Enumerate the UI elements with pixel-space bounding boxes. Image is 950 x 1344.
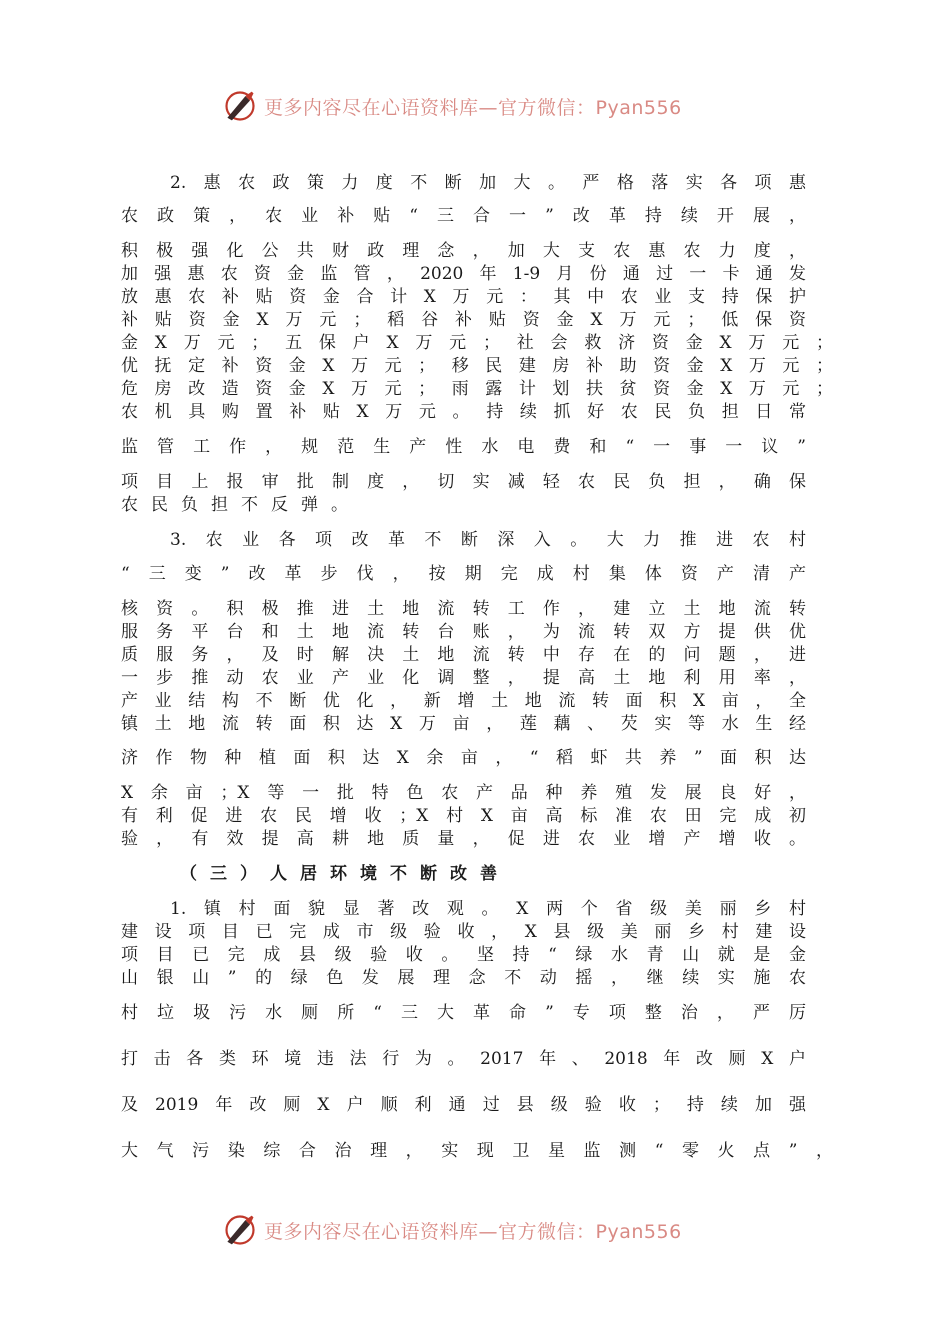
paragraph-line: 1.镇村面貌显著改观。X两个省级美丽乡村 — [170, 899, 806, 919]
paragraph-line: 补贴资金X万元；稻谷补贴资金X万元；低保资 — [121, 310, 806, 330]
paragraph-line: 项目上报审批制度，切实减轻农民负担，确保 — [121, 472, 806, 492]
paragraph-line: 服务平台和土地流转台账，为流转双方提供优 — [121, 622, 806, 642]
paragraph-line: 质服务，及时解决土地流转中存在的问题，进 — [121, 645, 806, 665]
paragraph-line: X余亩；X等一批特色农产品种养殖发展良好， — [121, 783, 806, 803]
pen-nib-logo-icon — [222, 1212, 258, 1248]
paragraph-line: 加强惠农资金监管，2020年1-9月份通过一卡通发 — [121, 264, 806, 284]
paragraph-line: 镇土地流转面积达X万亩，莲藕、芡实等水生经 — [121, 714, 806, 734]
paragraph-line: 一步推动农业产业化调整，提高土地利用率， — [121, 668, 806, 688]
paragraph-line: 有利促进农民增收；X村X亩高标准农田完成初 — [121, 806, 806, 826]
paragraph-line: 项目已完成县级验收。坚持“绿水青山就是金 — [121, 945, 806, 965]
paragraph-line: “三变”改革步伐，按期完成村集体资产清产 — [121, 564, 806, 584]
paragraph-line: 打击各类环境违法行为。2017年、2018年改厕X户 — [121, 1049, 806, 1069]
paragraph-line: 山银山”的绿色发展理念不动摇，继续实施农 — [121, 968, 806, 988]
paragraph-line: 及2019年改厕X户顺利通过县级验收；持续加强 — [121, 1095, 806, 1115]
paragraph-line: 建设项目已完成市级验收，X县级美丽乡村建设 — [121, 922, 806, 942]
paragraph-line: 2.惠农政策力度不断加大。严格落实各项惠 — [170, 173, 806, 193]
paragraph-line: 核资。积极推进土地流转工作，建立土地流转 — [121, 599, 806, 619]
section-heading: （三）人居环境不断改善 — [180, 864, 510, 884]
paragraph-line: 农政策，农业补贴“三合一”改革持续开展， — [121, 206, 806, 226]
footer-watermark — [222, 1210, 682, 1250]
paragraph-line: 积极强化公共财政理念，加大支农惠农力度， — [121, 241, 806, 261]
paragraph-line: 金X万元；五保户X万元；社会救济资金X万元； — [121, 333, 833, 353]
paragraph-line: 验，有效提高耕地质量，促进农业增产增收。 — [121, 829, 806, 849]
paragraph-line: 优抚定补资金X万元；移民建房补助资金X万元； — [121, 356, 833, 376]
paragraph-line: 大气污染综合治理，实现卫星监测“零火点”， — [121, 1141, 833, 1161]
paragraph-line: 农机具购置补贴X万元。持续抓好农民负担日常 — [121, 402, 806, 422]
paragraph-line: 放惠农补贴资金合计X万元：其中农业支持保护 — [121, 287, 806, 307]
paragraph-line: 产业结构不断优化，新增土地流转面积X亩，全 — [121, 691, 806, 711]
paragraph-line: 危房改造资金X万元；雨露计划扶贫资金X万元； — [121, 379, 833, 399]
paragraph-line: 监管工作，规范生产性水电费和“一事一议” — [121, 437, 806, 457]
paragraph-line: 3.农业各项改革不断深入。大力推进农村 — [170, 530, 806, 550]
paragraph-line: 农民负担不反弹。 — [121, 495, 361, 515]
paragraph-line: 村垃圾污水厕所“三大革命”专项整治，严厉 — [121, 1003, 806, 1023]
watermark-text: 更多内容尽在心语资料库—官方微信：Pyan556 — [264, 96, 682, 119]
paragraph-line: 济作物种植面积达X余亩，“稻虾共养”面积达 — [121, 748, 806, 768]
watermark-text: 更多内容尽在心语资料库—官方微信：Pyan556 — [264, 1220, 682, 1243]
